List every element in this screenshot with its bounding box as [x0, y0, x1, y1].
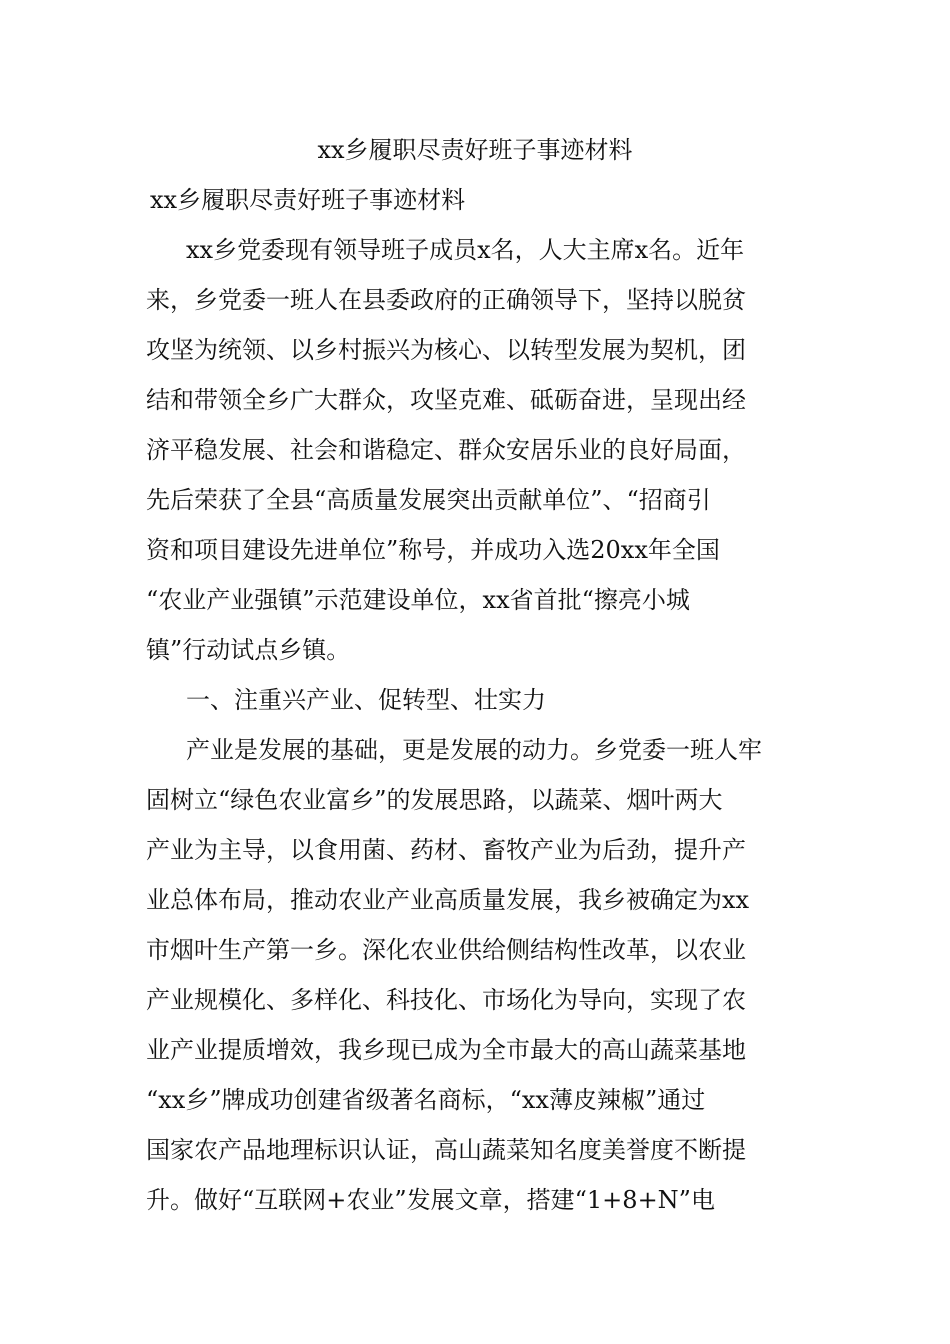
- text-line: 国家农产品地理标识认证，高山蔬菜知名度美誉度不断提: [146, 1136, 746, 1164]
- text-line: 产业为主导，以食用菌、药材、畜牧产业为后劲，提升产: [146, 836, 746, 864]
- text-line: “农业产业强镇”示范建设单位，xx省首批“擦亮小城: [146, 586, 690, 614]
- section-heading: 一、注重兴产业、促转型、壮实力: [186, 686, 546, 714]
- text-line: 先后荣获了全县“高质量发展突出贡献单位”、“招商引: [146, 486, 711, 514]
- text-line: 攻坚为统领、以乡村振兴为核心、以转型发展为契机，团: [146, 336, 746, 364]
- text-line: 固树立“绿色农业富乡”的发展思路，以蔬菜、烟叶两大: [146, 786, 723, 814]
- text-line: 济平稳发展、社会和谐稳定、群众安居乐业的良好局面，: [146, 436, 746, 464]
- text-line: 镇”行动试点乡镇。: [146, 636, 351, 664]
- text-line: xx乡党委现有领导班子成员x名，人大主席x名。近年: [186, 236, 745, 264]
- text-line: 业产业提质增效，我乡现已成为全市最大的高山蔬菜基地: [146, 1036, 746, 1064]
- text-line: 市烟叶生产第一乡。深化农业供给侧结构性改革，以农业: [146, 936, 746, 964]
- text-line: 结和带领全乡广大群众，攻坚克难、砥砺奋进，呈现出经: [146, 386, 746, 414]
- document-title: xx乡履职尽责好班子事迹材料: [317, 136, 633, 164]
- text-line: 来，乡党委一班人在县委政府的正确领导下，坚持以脱贫: [146, 286, 746, 314]
- text-line: 业总体布局，推动农业产业高质量发展，我乡被确定为xx: [146, 886, 750, 914]
- text-line: 产业规模化、多样化、科技化、市场化为导向，实现了农: [146, 986, 746, 1014]
- text-line: 产业是发展的基础，更是发展的动力。乡党委一班人牢: [186, 736, 762, 764]
- text-line: 升。做好“互联网+农业”发展文章，搭建“1+8+N”电: [146, 1186, 715, 1214]
- text-line: 资和项目建设先进单位”称号，并成功入选20xx年全国: [146, 536, 720, 564]
- document-subtitle: xx乡履职尽责好班子事迹材料: [150, 186, 466, 214]
- text-line: “xx乡”牌成功创建省级著名商标，“xx薄皮辣椒”通过: [146, 1086, 706, 1114]
